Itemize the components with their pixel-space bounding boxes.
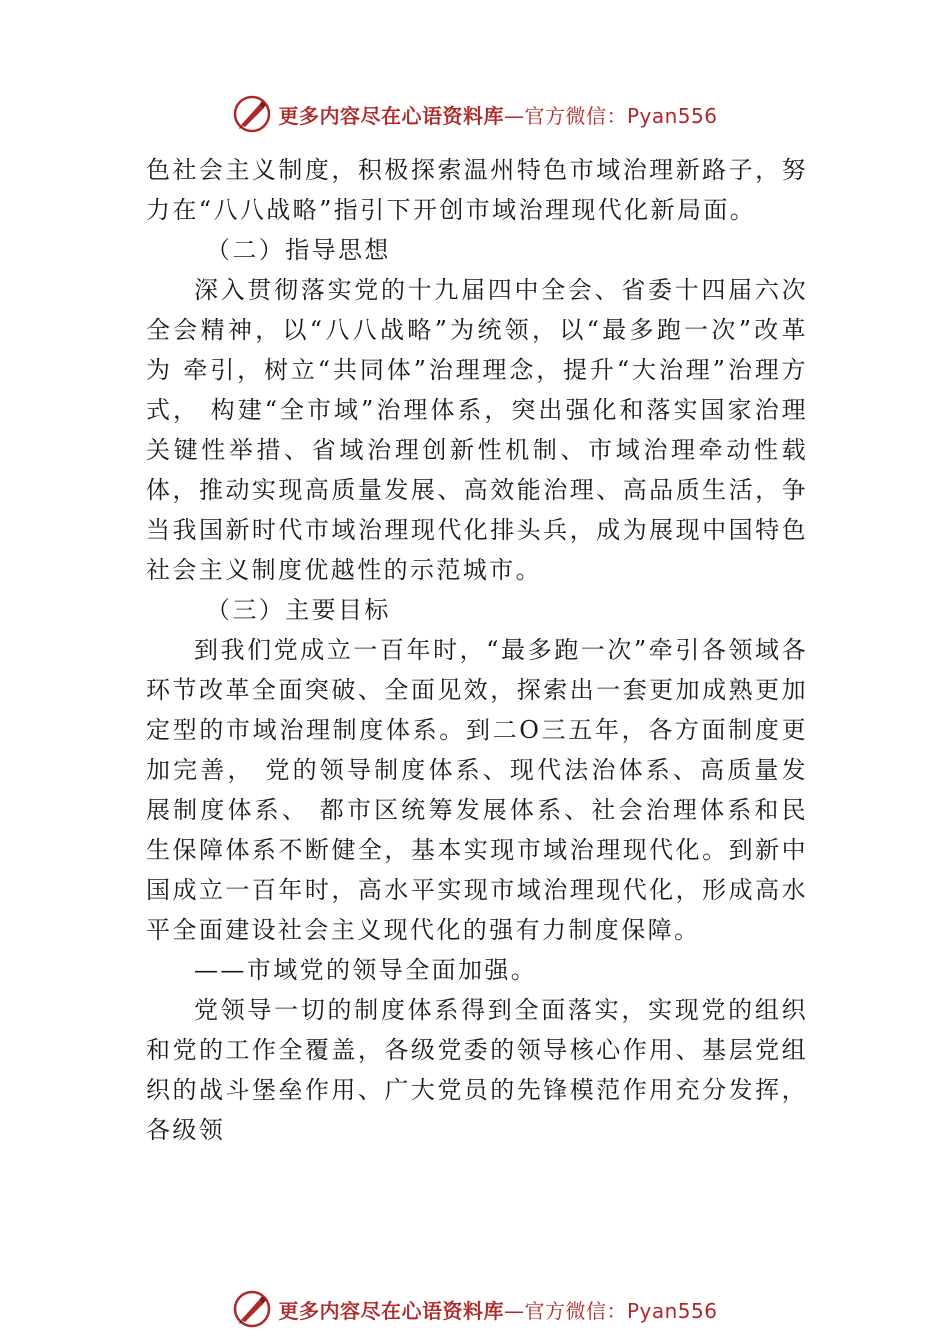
section-heading-main-goals: （三）主要目标 <box>206 596 391 624</box>
paragraph-continued: 色社会主义制度，积极探索温州特色市域治理新路子，努力在“八八战略”指引下开创市域治理现代化新局面。 <box>146 156 808 224</box>
banner-separator: — <box>503 1298 525 1323</box>
section-heading-guiding-thought: （二）指导思想 <box>206 236 391 264</box>
document-body <box>146 150 808 1150</box>
banner-separator: — <box>503 103 525 128</box>
pen-logo-icon <box>232 1289 272 1329</box>
banner-title: 更多内容尽在心语资料库 <box>278 103 504 128</box>
paragraph-guiding-thought: 深入贯彻落实党的十九届四中全会、省委十四届六次全会精神，以“八八战略”为统领，以“最多跑一次”改革为 牵引，树立“共同体”治理理念，提升“大治理”治理方式， 构建“全市域”治理体系，突出强化和落实国家治理关键性举措、省域治理创新性机制、市域治理牵动性载体，推动实现高质量发展、高效能治理、高品质生活，争当我国新时代市域治理现代化排头兵，成为展现中国特色社会主义制度优越性的示范城市。 <box>146 276 808 584</box>
banner-text <box>278 100 717 129</box>
header-banner <box>0 92 950 136</box>
pen-logo-icon <box>232 94 272 134</box>
banner-text <box>278 1295 717 1324</box>
subheading-party-leadership: ——市域党的领导全面加强。 <box>194 956 538 984</box>
paragraph-main-goals: 到我们党成立一百年时，“最多跑一次”牵引各领域各环节改革全面突破、全面见效，探索出一套更加成熟更加定型的市域治理制度体系。到二O三五年，各方面制度更加完善， 党的领导制度体系、现代法治体系、高质量发展制度体系、 都市区统筹发展体系、社会治理体系和民生保障体系不断健全，基本实现市域治理现代化。到新中国成立一百年时，高水平实现市域治理现代化，形成高水平全面建设社会主义现代化的强有力制度保障。 <box>146 636 808 944</box>
banner-contact: 官方微信：Pyan556 <box>524 103 718 128</box>
banner-contact: 官方微信：Pyan556 <box>524 1298 718 1323</box>
banner-title: 更多内容尽在心语资料库 <box>278 1298 504 1323</box>
footer-banner <box>0 1287 950 1331</box>
paragraph-party-leadership: 党领导一切的制度体系得到全面落实，实现党的组织和党的工作全覆盖，各级党委的领导核心作用、基层党组织的战斗堡垒作用、广大党员的先锋模范作用充分发挥，各级领 <box>146 996 808 1144</box>
